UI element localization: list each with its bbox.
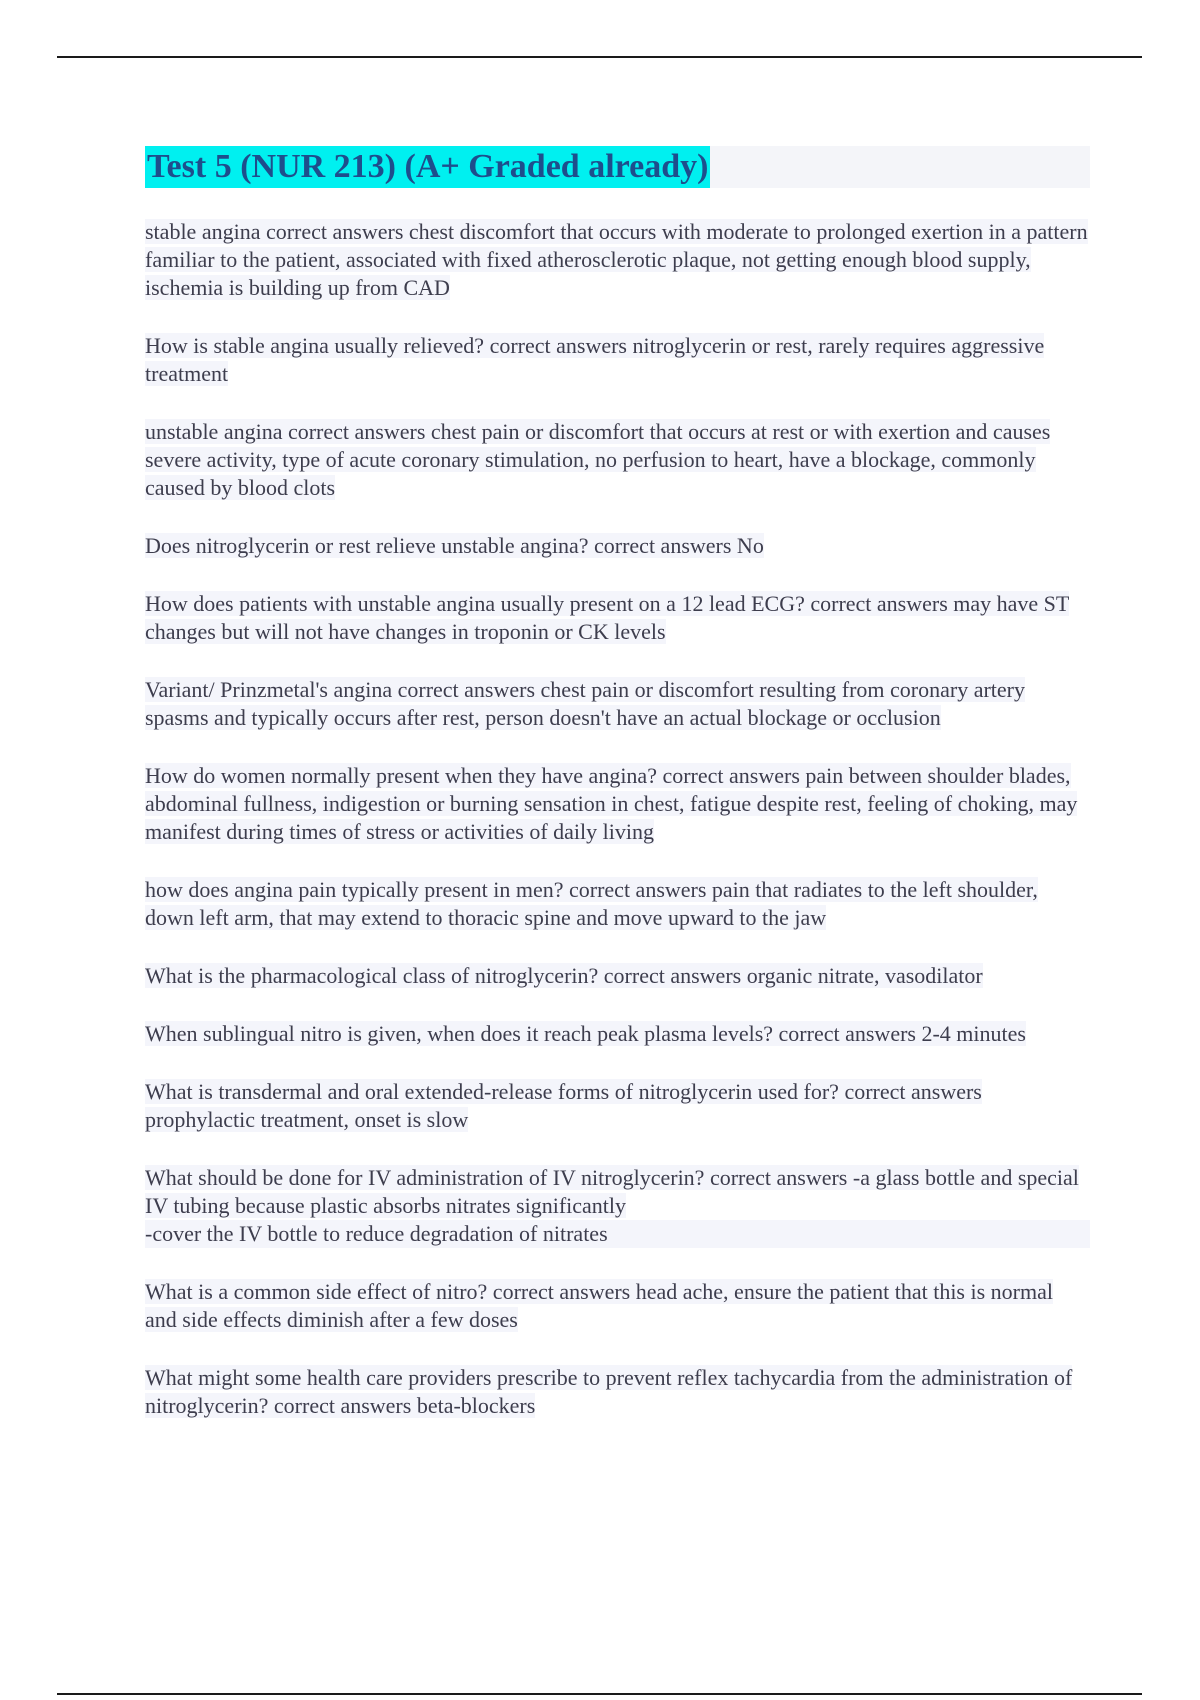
qa-item [145, 590, 1090, 646]
qa-item [145, 762, 1090, 846]
qa-text: stable angina correct answers chest discomfort that occurs with moderate to prolonged exertion in a pattern familiar to the patient, associated with fixed atherosclerotic plaque, not getting enough blood supply, ischemia is building up from CAD [145, 219, 1088, 300]
qa-text: When sublingual nitro is given, when does it reach peak plasma levels? correct answers 2-4 minutes [145, 1021, 1026, 1046]
qa-item [145, 1020, 1090, 1048]
qa-item [145, 1078, 1090, 1134]
top-rule [57, 56, 1142, 58]
qa-text: What is transdermal and oral extended-release forms of nitroglycerin used for? correct answers prophylactic treatment, onset is slow [145, 1079, 982, 1132]
qa-item [145, 332, 1090, 388]
document-body [145, 146, 1090, 1420]
qa-text: Does nitroglycerin or rest relieve unstable angina? correct answers No [145, 533, 764, 558]
qa-text: What is the pharmacological class of nitroglycerin? correct answers organic nitrate, vasodilator [145, 963, 983, 988]
qa-text-continued: -cover the IV bottle to reduce degradation of nitrates [145, 1220, 1090, 1248]
qa-text: What might some health care providers prescribe to prevent reflex tachycardia from the administration of nitroglycerin? correct answers beta-blockers [145, 1365, 1073, 1418]
qa-item [145, 1364, 1090, 1420]
qa-text: unstable angina correct answers chest pain or discomfort that occurs at rest or with exertion and causes severe activity, type of acute coronary stimulation, no perfusion to heart, have a blockage, commonly caused by blood clots [145, 419, 1051, 500]
qa-item [145, 218, 1090, 302]
bottom-rule [57, 1693, 1142, 1695]
qa-item [145, 1278, 1090, 1334]
qa-item [145, 876, 1090, 932]
qa-text: How is stable angina usually relieved? correct answers nitroglycerin or rest, rarely requires aggressive treatment [145, 333, 1045, 386]
qa-item [145, 676, 1090, 732]
qa-item [145, 1164, 1090, 1248]
qa-text: What should be done for IV administration of IV nitroglycerin? correct answers -a glass bottle and special IV tubing because plastic absorbs nitrates significantly [145, 1165, 1079, 1218]
qa-text: How does patients with unstable angina usually present on a 12 lead ECG? correct answers may have ST changes but will not have changes in troponin or CK levels [145, 591, 1070, 644]
qa-text: Variant/ Prinzmetal's angina correct answers chest pain or discomfort resulting from coronary artery spasms and typically occurs after rest, person doesn't have an actual blockage or occlusion [145, 677, 1025, 730]
qa-text: What is a common side effect of nitro? correct answers head ache, ensure the patient that this is normal and side effects diminish after a few doses [145, 1279, 1053, 1332]
document-title: Test 5 (NUR 213) (A+ Graded already) [145, 146, 710, 188]
qa-item [145, 962, 1090, 990]
qa-text: how does angina pain typically present in men? correct answers pain that radiates to the left shoulder, down left arm, that may extend to thoracic spine and move upward to the jaw [145, 877, 1038, 930]
title-bar [145, 146, 1090, 188]
qa-item [145, 532, 1090, 560]
qa-text: How do women normally present when they have angina? correct answers pain between shoulder blades, abdominal fullness, indigestion or burning sensation in chest, fatigue despite rest, feeling of choking, may manifest during times of stress or activities of daily living [145, 763, 1078, 844]
qa-item [145, 418, 1090, 502]
